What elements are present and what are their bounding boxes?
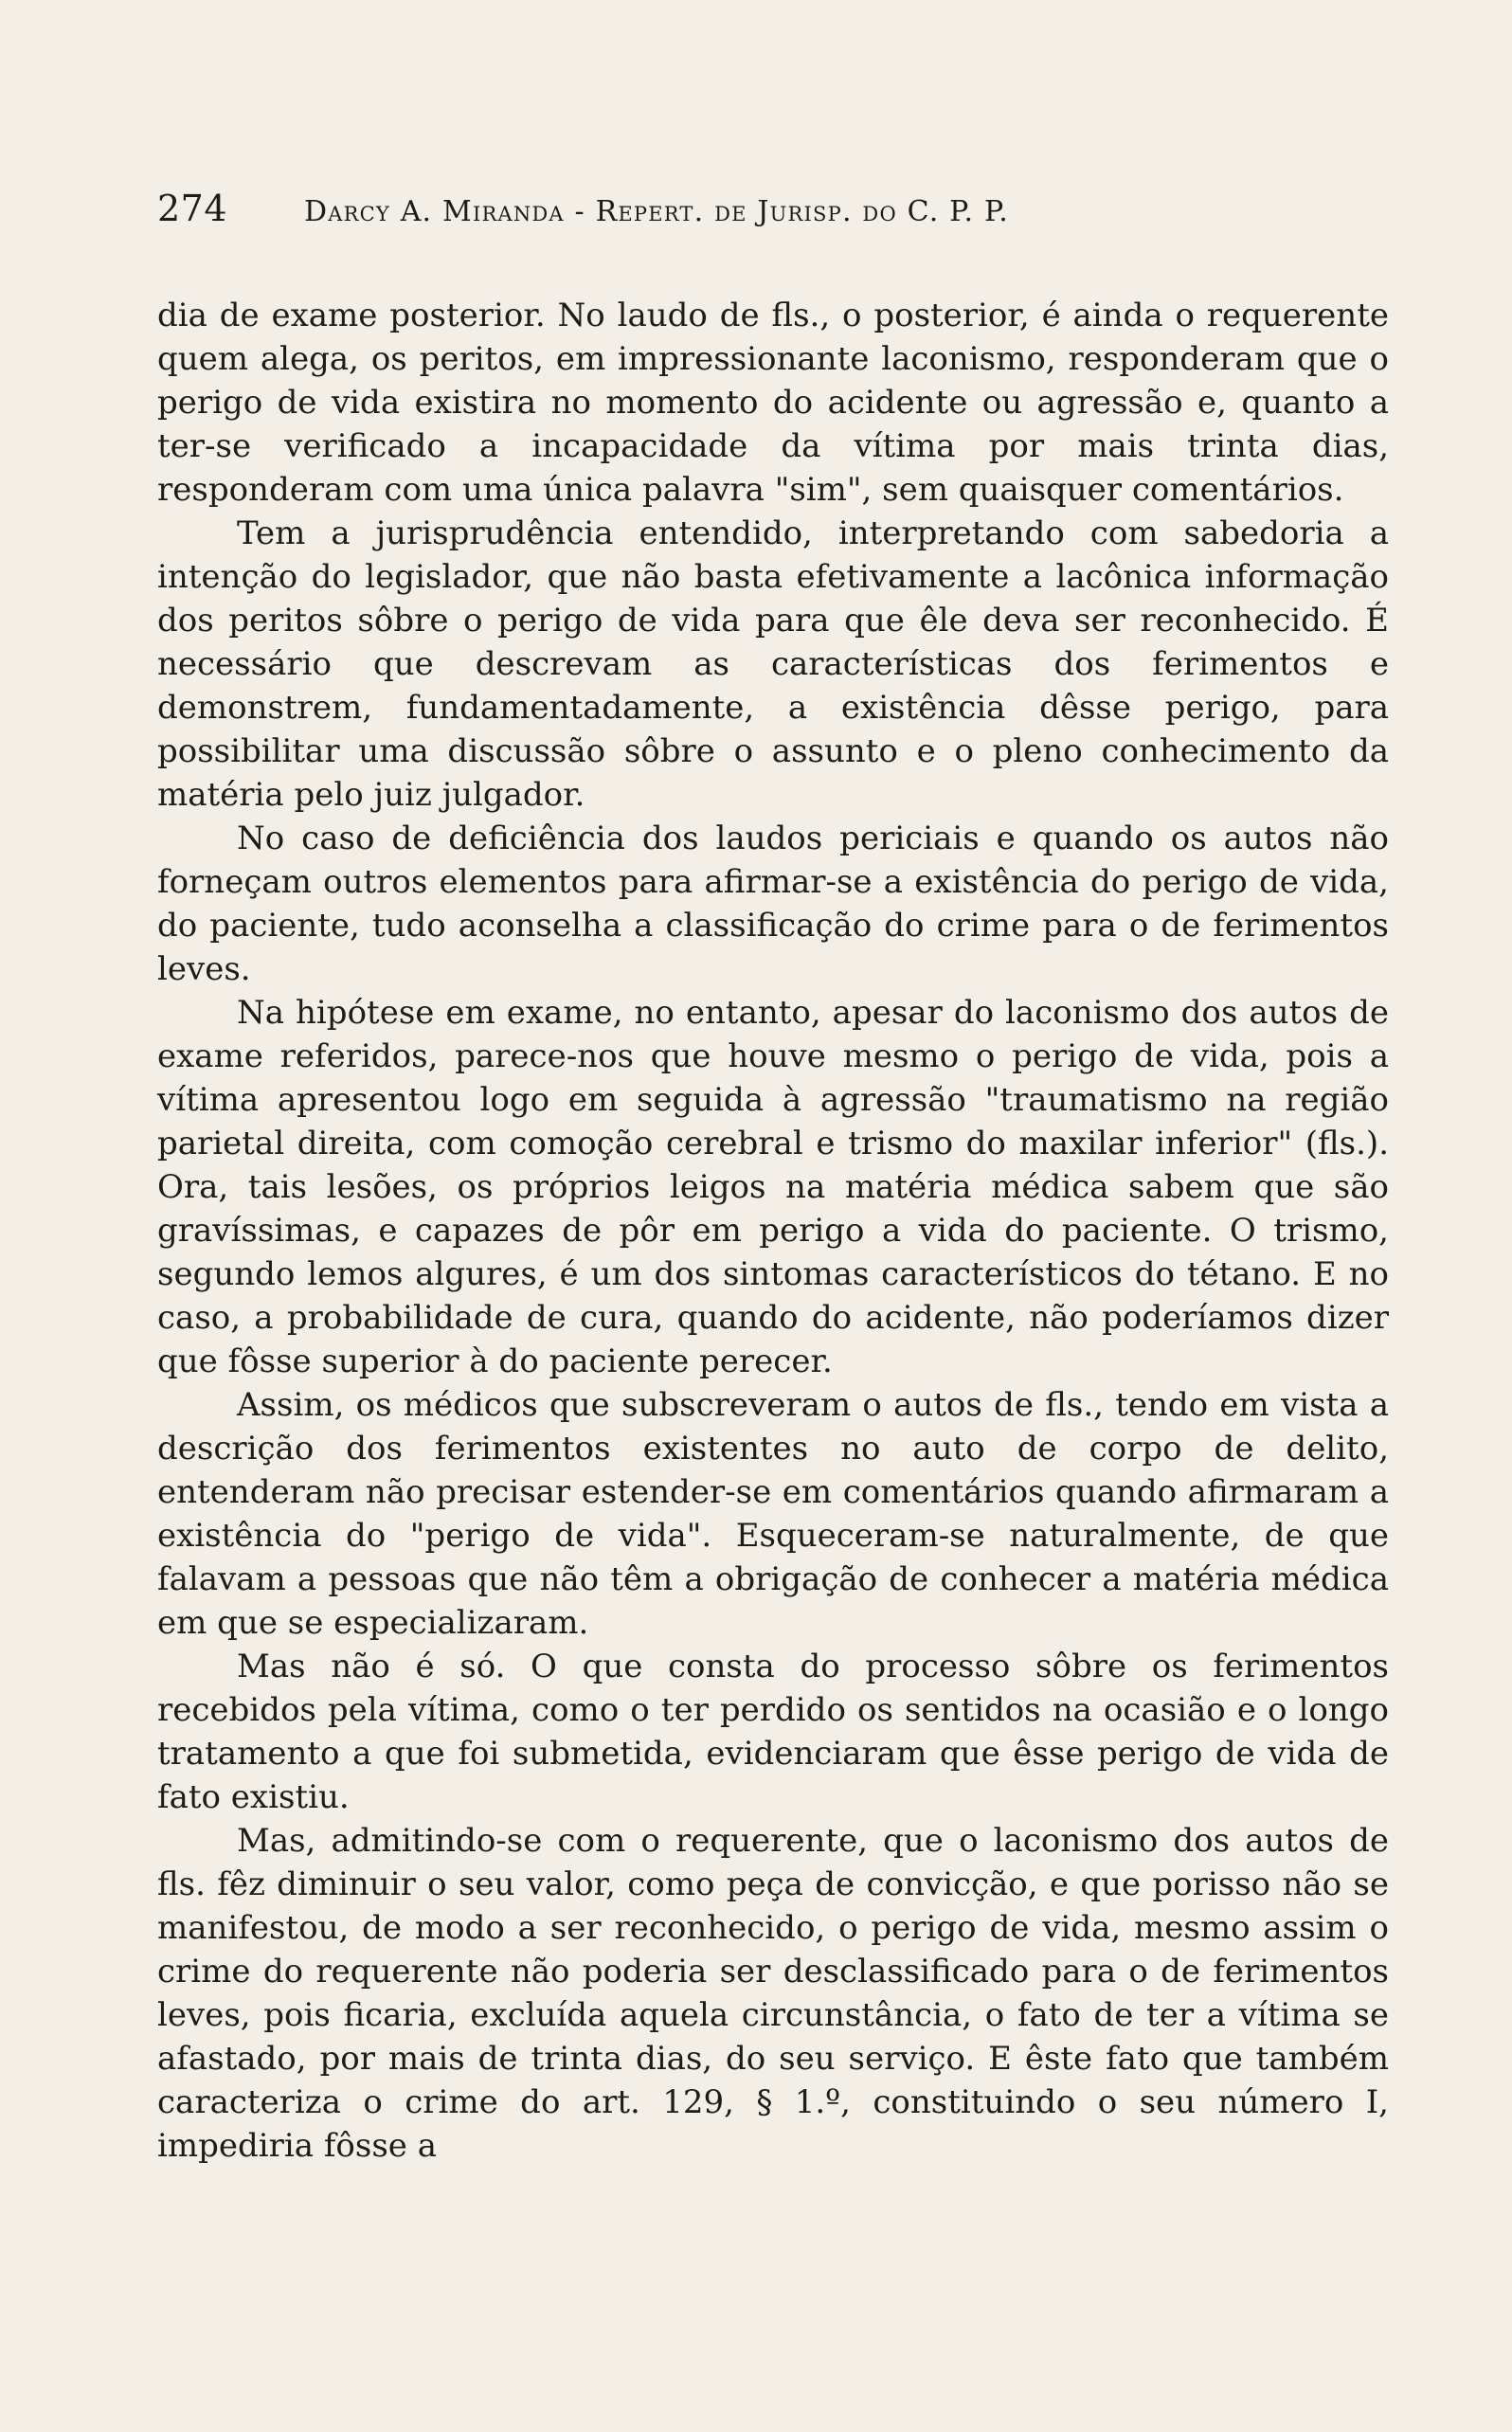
paragraph: No caso de deficiência dos laudos periciais e quando os autos não forneçam outros elementos para afirmar-se a existência do perigo de vida, do paciente, tudo aconselha a classificação do crime para o de ferimentos leves.: [157, 820, 1389, 988]
paragraph-continuation: dia de exame posterior. No laudo de fls., o posterior, é ainda o requerente quem alega, os peritos, em impressionante laconismo, responderam que o perigo de vida existira no momento do acidente ou agressão e, quanto a ter-se verificado a incapacidade da vítima por mais trinta dias, responderam com uma única palavra "sim", sem quaisquer comentários.: [157, 297, 1389, 509]
paragraph: Mas não é só. O que consta do processo sôbre os ferimentos recebidos pela vítima, como o ter perdido os sentidos na ocasião e o longo tratamento a que foi submetida, evidenciaram que êsse perigo de vida de fato existiu.: [157, 1648, 1389, 1816]
running-title: Darcy A. Miranda - Repert. de Jurisp. do C. P. P.: [304, 195, 1009, 228]
page-header: [157, 188, 1389, 244]
page-number: 274: [157, 188, 228, 229]
paragraph: Na hipótese em exame, no entanto, apesar do laconismo dos autos de exame referidos, parece-nos que houve mesmo o perigo de vida, pois a vítima apresentou logo em seguida à agressão "traumatismo na região parietal direita, com comoção cerebral e trismo do maxilar inferior" (fls.). Ora, tais lesões, os próprios leigos na matéria médica sabem que são gravíssimas, e capazes de pôr em perigo a vida do paciente. O trismo, segundo lemos algures, é um dos sintomas característicos do tétano. E no caso, a probabilidade de cura, quando do acidente, não poderíamos dizer que fôsse superior à do paciente perecer.: [157, 994, 1389, 1380]
paragraph: Tem a jurisprudência entendido, interpretando com sabedoria a intenção do legislador, que não basta efetivamente a lacônica informação dos peritos sôbre o perigo de vida para que êle deva ser reconhecido. É necessário que descrevam as características dos ferimentos e demonstrem, fundamentadamente, a existência dêsse perigo, para possibilitar uma discussão sôbre o assunto e o pleno conhecimento da matéria pelo juiz julgador.: [157, 514, 1389, 814]
body-text: [157, 294, 1389, 2283]
paragraph: Assim, os médicos que subscreveram o autos de fls., tendo em vista a descrição dos ferimentos existentes no auto de corpo de delito, entenderam não precisar estender-se em comentários quando afirmaram a existência do "perigo de vida". Esqueceram-se naturalmente, de que falavam a pessoas que não têm a obrigação de conhecer a matéria médica em que se especializaram.: [157, 1386, 1389, 1642]
paragraph: Mas, admitindo-se com o requerente, que o laconismo dos autos de fls. fêz diminuir o seu valor, como peça de convicção, e que porisso não se manifestou, de modo a ser reconhecido, o perigo de vida, mesmo assim o crime do requerente não poderia ser desclassificado para o de ferimentos leves, pois ficaria, excluída aquela circunstância, o fato de ter a vítima se afastado, por mais de trinta dias, do seu serviço. E êste fato que também caracteriza o crime do art. 129, § 1.º, constituindo o seu número I, impediria fôsse a: [157, 1822, 1389, 2165]
